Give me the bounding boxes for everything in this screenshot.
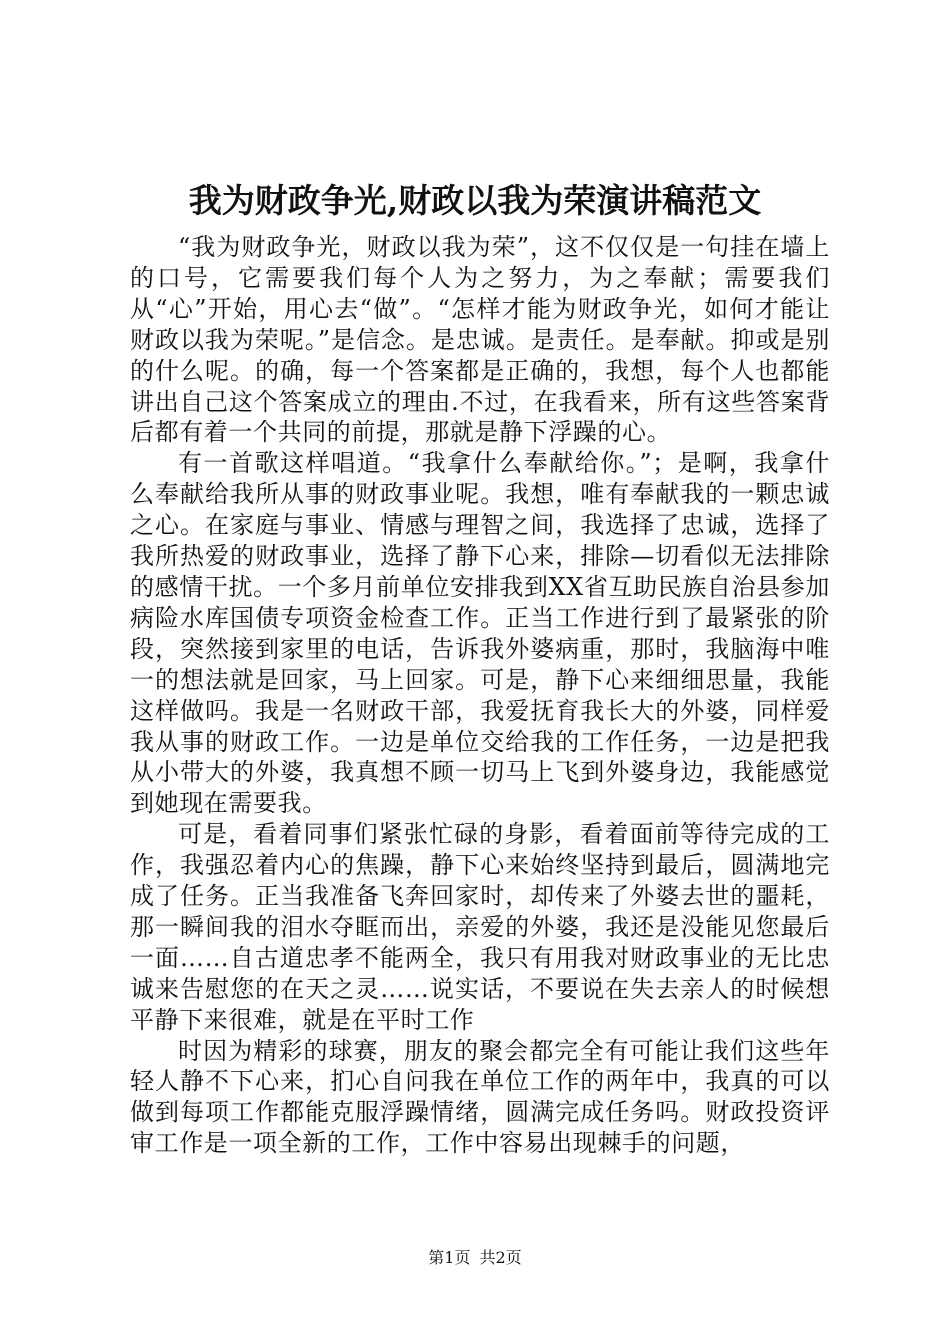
page-total: 共2页 [479, 1248, 522, 1267]
paragraph-2: 有一首歌这样唱道。“我拿什么奉献给你。”；是啊，我拿什么奉献给我所从事的财政事业呢。我想，唯有奉献我的一颗忠诚之心。在家庭与事业、情感与理智之间，我选择了忠诚，选择了我所热爱的财政事业，选择了静下心来，排除—切看似无法排除的感情干扰。一个多月前单位安排我到XX省互助民族自治县参加病险水库国债专项资金检查工作。正当工作进行到了最紧张的阶段，突然接到家里的电话，告诉我外婆病重，那时，我脑海中唯一的想法就是回家，马上回家。可是，静下心来细细思量，我能这样做吗。我是一名财政干部，我爱抚育我长大的外婆，同样爱我从事的财政工作。一边是单位交给我的工作任务，一边是把我从小带大的外婆，我真想不顾一切马上飞到外婆身边，我能感觉到她现在需要我。 [130, 449, 830, 818]
paragraph-1: “我为财政争光，财政以我为荣”，这不仅仅是一句挂在墙上的口号，它需要我们每个人为之努力，为之奉献；需要我们从“心”开始，用心去“做”。“怎样才能为财政争光，如何才能让财政以我为荣呢。”是信念。是忠诚。是责任。是奉献。抑或是别的什么呢。的确，每一个答案都是正确的，我想，每个人也都能讲出自己这个答案成立的理由.不过，在我看来，所有这些答案背后都有着一个共同的前提，那就是静下浮躁的心。 [130, 233, 830, 447]
document-body [130, 232, 830, 1159]
paragraph-4: 时因为精彩的球赛，朋友的聚会都完全有可能让我们这些年轻人静不下心来，扪心自问我在单位工作的两年中，我真的可以做到每项工作都能克服浮躁情绪，圆满完成任务吗。财政投资评审工作是一项全新的工作，工作中容易出现棘手的问题， [130, 1036, 830, 1158]
page-footer [0, 1248, 950, 1268]
page-number: 第1页 [428, 1248, 471, 1267]
page-title: 我为财政争光,财政以我为荣演讲稿范文 [188, 181, 762, 220]
paragraph-3: 可是，看着同事们紧张忙碌的身影，看着面前等待完成的工作，我强忍着内心的焦躁，静下心来始终坚持到最后，圆满地完成了任务。正当我准备飞奔回家时，却传来了外婆去世的噩耗，那一瞬间我的泪水夺眶而出，亲爱的外婆，我还是没能见您最后一面……自古道忠孝不能两全，我只有用我对财政事业的无比忠诚来告慰您的在天之灵……说实话，不要说在失去亲人的时候想平静下来很难，就是在平时工作 [130, 820, 830, 1034]
